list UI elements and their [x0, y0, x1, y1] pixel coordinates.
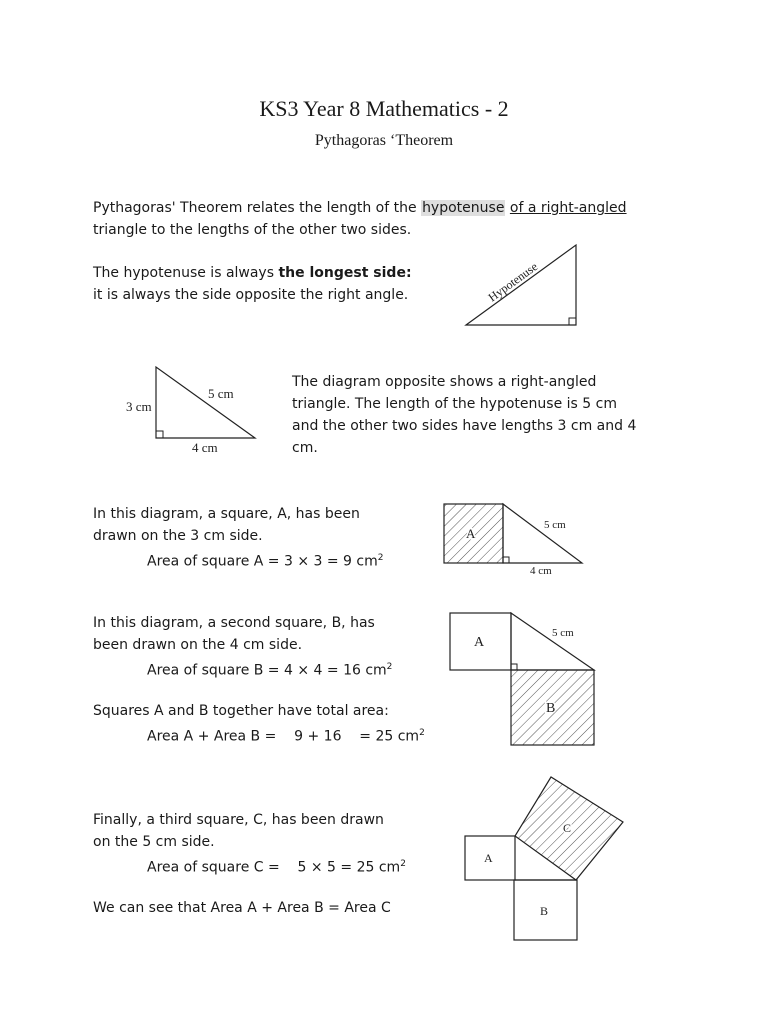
square-c-diagram [465, 777, 623, 940]
intro-line2: triangle to the lengths of the other two sides. [93, 222, 412, 238]
square-a-line: In this diagram, a square, A, has been [93, 506, 360, 522]
square-b-diagram [450, 613, 594, 745]
hypotenuse-paragraph [93, 262, 412, 306]
total-area-sum: Area A + Area B = 9 + 16 = 25 $cm^2$ [147, 728, 425, 745]
square-a-area: Area of square A = 3 × 3 = 9 $cm^2$ [147, 553, 384, 570]
square-b-label-b: B [546, 701, 556, 716]
square-c-label-b: B [540, 904, 549, 918]
square-a-label-a: A [466, 526, 476, 541]
triangle-label-bottom: 4 cm [192, 440, 218, 455]
square-c-label-c: C [563, 821, 572, 835]
right-angled-underline: of a right-angled [509, 200, 627, 216]
conclusion: We can see that Area A + Area B = Area C [93, 900, 391, 916]
square-c-area: Area of square C = 5 × 5 = 25 $cm^2$ [147, 859, 406, 876]
longest-side-bold: the longest side: [278, 265, 412, 281]
triangle-desc-line: cm. [292, 440, 318, 456]
hypotenuse-diagram [466, 245, 576, 325]
hypotenuse-highlight: hypotenuse [422, 200, 505, 216]
intro-paragraph [93, 197, 627, 241]
square-a-line: drawn on the 3 cm side. [93, 528, 263, 544]
intro-line1-start: Pythagoras' Theorem relates the length of the [93, 200, 422, 216]
square-b-label-a: A [474, 635, 485, 650]
triangle-desc-line: and the other two sides have lengths 3 cm and 4 [292, 418, 637, 434]
total-area-line: Squares A and B together have total area: [93, 703, 389, 719]
square-b-line: In this diagram, a second square, B, has [93, 615, 375, 631]
hypotenuse-diagram-label: Hypotenuse [485, 259, 541, 305]
triangle-description [292, 371, 636, 459]
triangle-label-hyp: 5 cm [208, 386, 234, 401]
square-b-area: Area of square B = 4 × 4 = 16 $cm^2$ [147, 662, 393, 679]
square-a-label-hyp: 5 cm [544, 519, 566, 531]
hypotenuse-line2: it is always the side opposite the right angle. [93, 287, 409, 303]
square-a-diagram [444, 504, 582, 577]
hypotenuse-line1-start: The hypotenuse is always [93, 265, 279, 281]
triangle-desc-line: The diagram opposite shows a right-angled [292, 374, 597, 390]
page-subtitle: Pythagoras ‘Theorem [314, 132, 454, 149]
square-a-label-bottom: 4 cm [530, 565, 552, 577]
square-c-line: on the 5 cm side. [93, 834, 215, 850]
total-area-paragraph [93, 700, 425, 748]
square-c-line: Finally, a third square, C, has been drawn [93, 812, 384, 828]
triangle-desc-line: triangle. The length of the hypotenuse is 5 cm [292, 396, 617, 412]
triangle-diagram [126, 367, 255, 455]
square-a-paragraph [93, 503, 383, 573]
square-c-label-a: A [484, 851, 493, 865]
page-title: KS3 Year 8 Mathematics - 2 [259, 96, 509, 121]
square-b-paragraph [93, 612, 392, 682]
triangle-label-left: 3 cm [126, 399, 152, 414]
square-c-paragraph [93, 809, 406, 879]
square-b-line: been drawn on the 4 cm side. [93, 637, 303, 653]
square-b-label-hyp: 5 cm [552, 627, 574, 639]
